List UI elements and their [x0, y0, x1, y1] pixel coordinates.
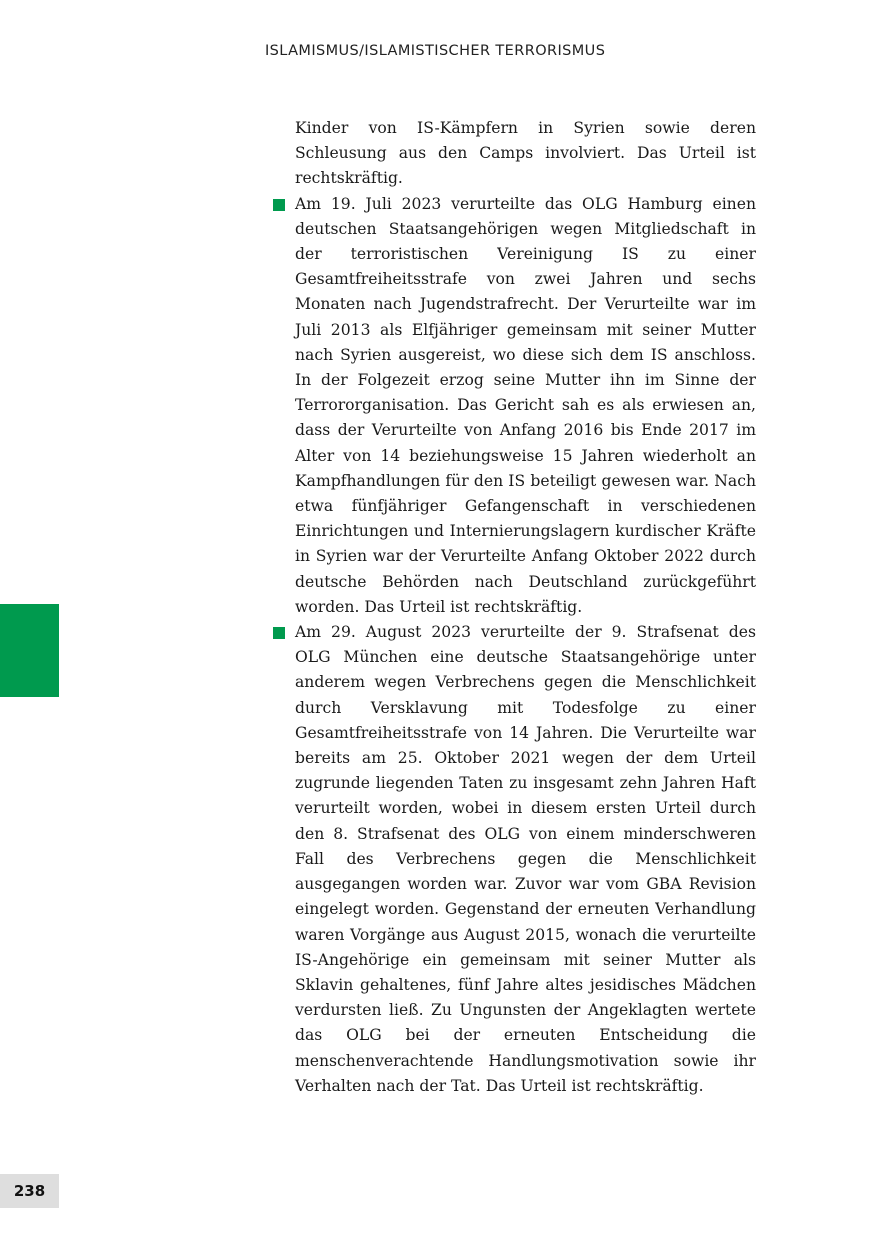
running-header-title: ISLAMISMUS/ISLAMISTISCHER TERRORISMUS — [265, 43, 606, 59]
green-square-bullet-icon — [273, 199, 285, 211]
body-text — [295, 116, 756, 1099]
continuation-paragraph: Kinder von IS-Kämpfern in Syrien sowie deren Schleusung aus den Camps involviert. Das Urteil ist rechtskräftig. — [295, 119, 756, 188]
page-number: 238 — [13, 1182, 46, 1200]
list-item-text: Am 29. August 2023 verurteilte der 9. Strafsenat des OLG München eine deutsche Staatsangehörige unter anderem wegen Verbrechens gegen die Menschlichkeit durch Versklavung mit Todesfolge zu einer Gesamtfreiheitsstrafe von 14 Jahren. Die Verurteilte war bereits am 25. Oktober 2021 wegen der dem Urteil zugrunde liegenden Taten zu insgesamt zehn Jahren Haft verurteilt worden, wobei in diesem ersten Urteil durch den 8. Strafsenat des OLG von einem minderschweren Fall des Verbrechens gegen die Menschlichkeit ausgegangen worden war. Zuvor war vom GBA Revision eingelegt worden. Gegenstand der erneuten Verhandlung waren Vorgänge aus August 2015, wonach die verurteilte IS-Angehörige ein gemeinsam mit seiner Mutter als Sklavin gehaltenes, fünf Jahre altes jesidisches Mädchen verdursten ließ. Zu Ungunsten der Angeklagten wertete das OLG bei der erneuten Entscheidung die menschenverachtende Handlungsmotivation sowie ihr Verhalten nach der Tat. Das Urteil ist rechtskräftig. — [295, 623, 756, 1095]
chapter-color-tab — [0, 604, 59, 697]
list-item — [295, 192, 756, 620]
green-square-bullet-icon — [273, 627, 285, 639]
list-item-text: Am 19. Juli 2023 verurteilte das OLG Hamburg einen deutschen Staatsangehörigen wegen Mitgliedschaft in der terroristischen Vereinigung IS zu einer Gesamtfreiheitsstrafe von zwei Jahren und sechs Monaten nach Jugendstrafrecht. Der Verurteilte war im Juli 2013 als Elfjähriger gemeinsam mit seiner Mutter nach Syrien ausgereist, wo diese sich dem IS anschloss. In der Folgezeit erzog seine Mutter ihn im Sinne der Terrororganisation. Das Gericht sah es als erwiesen an, dass der Verurteilte von Anfang 2016 bis Ende 2017 im Alter von 14 beziehungsweise 15 Jahren wiederholt an Kampfhandlungen für den IS beteiligt gewesen war. Nach etwa fünfjähriger Gefangenschaft in verschiedenen Einrichtungen und Internierungslagern kurdischer Kräfte in Syrien war der Verurteilte Anfang Oktober 2022 durch deutsche Behörden nach Deutschland zurückgeführt worden. Das Urteil ist rechtskräftig. — [295, 194, 756, 616]
page-number-box — [0, 1174, 59, 1208]
list-item — [295, 620, 756, 1099]
